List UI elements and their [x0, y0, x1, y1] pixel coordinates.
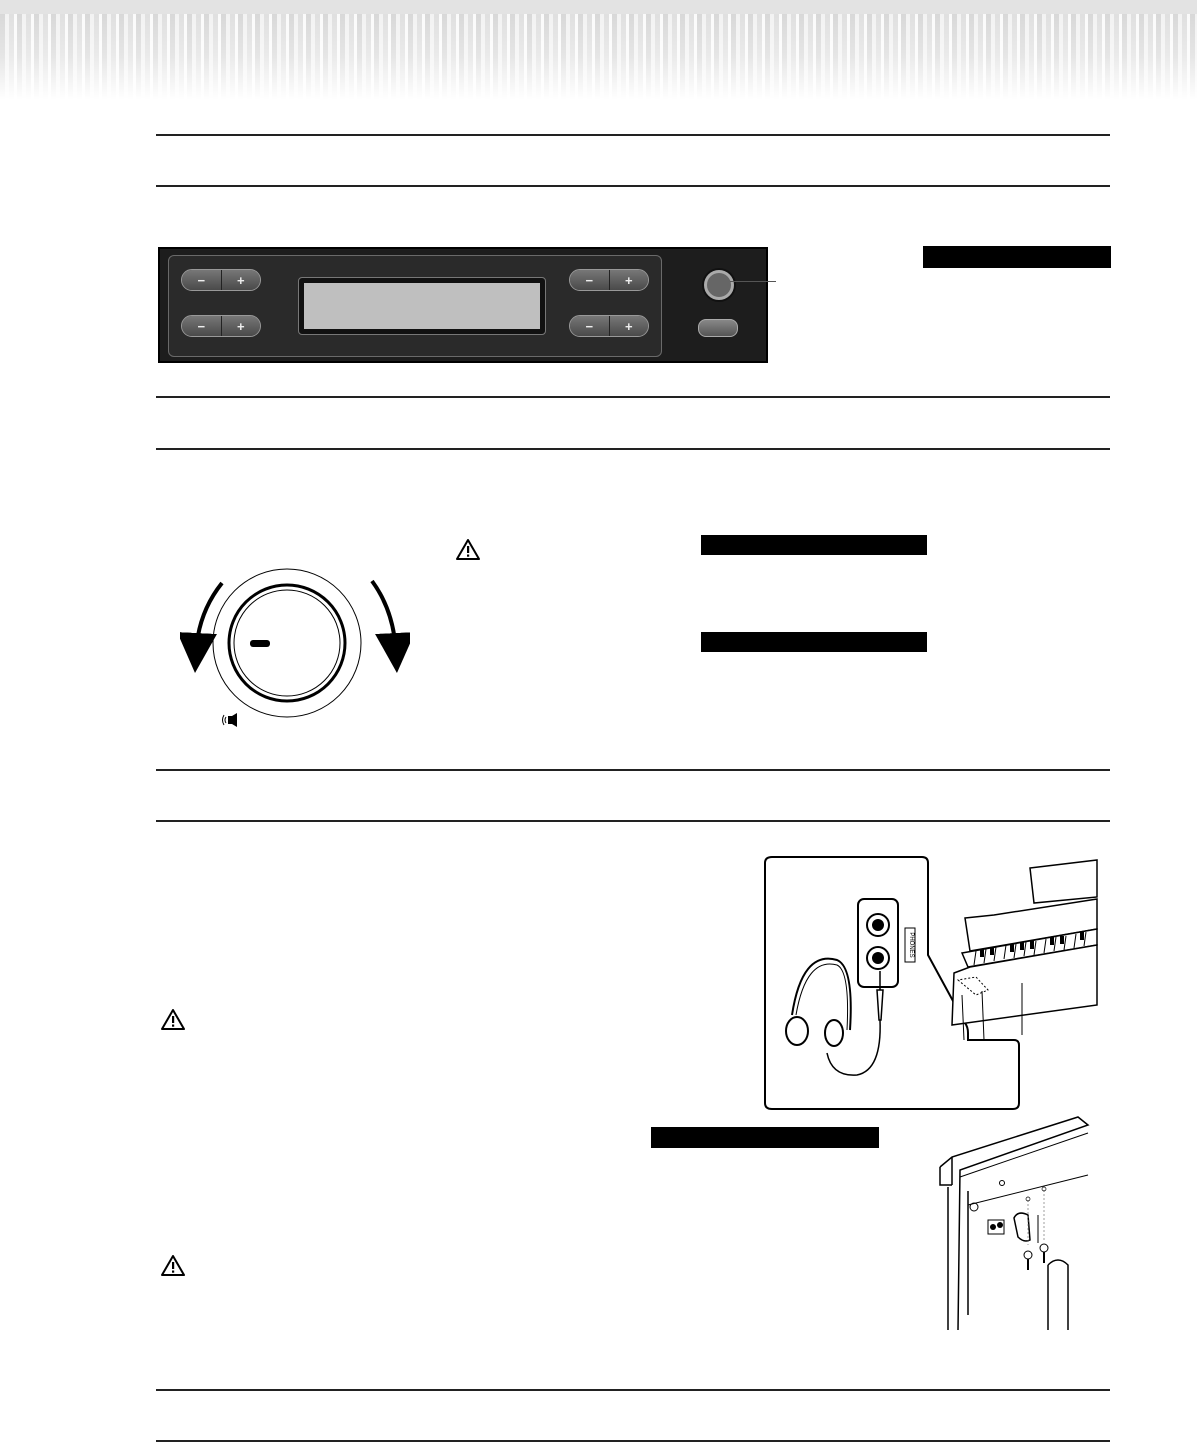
plus-button: +: [609, 316, 649, 336]
redaction-bar: [651, 1127, 879, 1148]
warning-triangle-icon: [455, 538, 481, 561]
panel-inner-frame: [168, 255, 662, 357]
plus-button: +: [609, 270, 649, 290]
panel-button-pair: [569, 269, 649, 291]
arrow-left-icon: [196, 583, 222, 653]
page-header-band: [0, 0, 1197, 100]
section-rule: [156, 1389, 1110, 1391]
arrow-right-icon: [372, 581, 396, 653]
phones-jack-label: PHONES: [908, 932, 914, 958]
control-panel-illustration: [158, 247, 768, 363]
speaker-icon: [223, 713, 238, 727]
redaction-bar: [923, 246, 1111, 268]
knob-outer-ring: [213, 569, 361, 717]
phones-jack-box: [858, 899, 915, 987]
knob-body: [229, 585, 345, 701]
panel-small-button: [698, 319, 738, 337]
minus-button: −: [570, 316, 609, 336]
volume-knob-small: [704, 270, 734, 300]
minus-button: −: [570, 270, 609, 290]
section-rule: [156, 396, 1110, 398]
leader-line: [730, 281, 776, 282]
knob-inner-ring: [234, 590, 340, 696]
section-rule: [156, 1440, 1110, 1442]
panel-button-pair: [569, 315, 649, 337]
section-rule: [156, 448, 1110, 450]
section-rule: [156, 820, 1110, 822]
minus-button: −: [182, 270, 221, 290]
panel-button-pair: [181, 269, 261, 291]
minus-button: −: [182, 316, 221, 336]
piano-icon: [952, 860, 1097, 1040]
volume-knob-illustration: [180, 565, 410, 740]
section-rule: [156, 185, 1110, 187]
section-rule: [156, 769, 1110, 771]
redaction-bar: [701, 535, 927, 555]
knob-indicator: [250, 640, 270, 647]
plus-button: +: [221, 270, 261, 290]
section-rule: [156, 134, 1110, 136]
panel-button-pair: [181, 315, 261, 337]
warning-triangle-icon: [160, 1254, 186, 1277]
piano-underside-illustration: [938, 1115, 1098, 1330]
warning-triangle-icon: [160, 1008, 186, 1031]
lcd-display: [299, 278, 545, 334]
plus-button: +: [221, 316, 261, 336]
redaction-bar: [701, 632, 927, 652]
headphones-connection-illustration: [762, 855, 1107, 1113]
